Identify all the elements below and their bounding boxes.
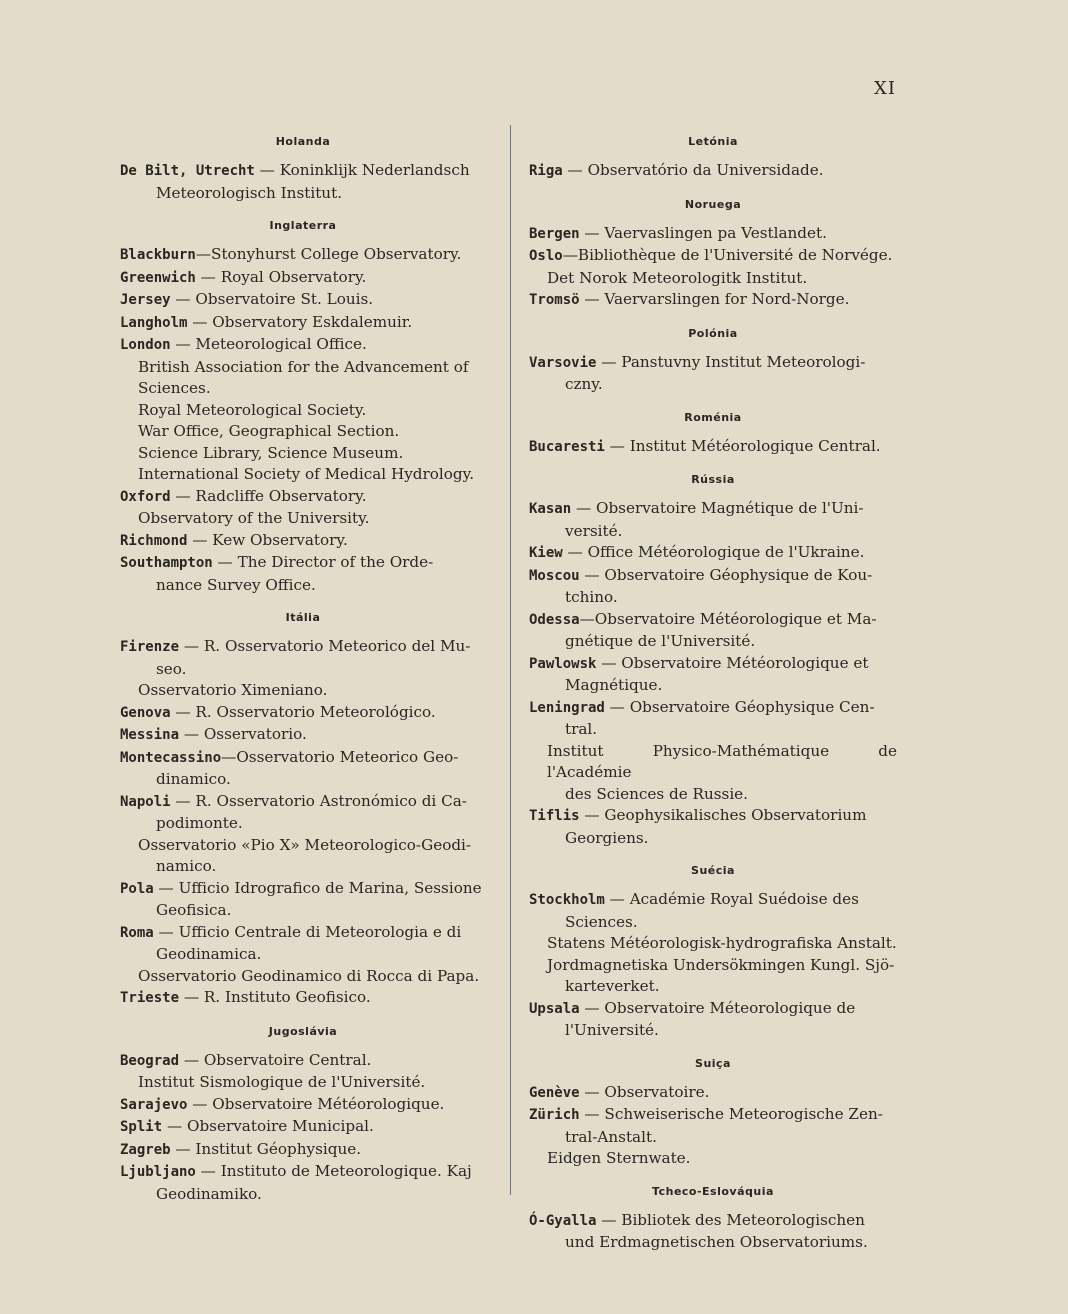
- sub-institution: Statens Météorologisk-hydrografiska Anstalt.: [547, 934, 897, 952]
- entry-line: [529, 653, 897, 676]
- institution-name: Observatoire Magnétique de l'Uni-: [596, 499, 864, 517]
- entry-separator: —: [153, 922, 179, 941]
- entry-separator: —: [170, 702, 196, 721]
- country-heading: Roménia: [684, 410, 742, 424]
- entry-separator: —: [187, 312, 213, 331]
- entry-separator: —: [187, 1094, 213, 1113]
- entry-separator: —: [195, 245, 212, 263]
- entry-separator: —: [579, 223, 605, 242]
- institution-name: Ufficio Idrografico de Marina, Sessione: [178, 878, 482, 897]
- entry-continuation: seo.: [156, 659, 187, 678]
- country-section: [529, 1057, 897, 1170]
- institution-name: Stonyhurst College Observatory.: [211, 245, 462, 263]
- entry-separator: —: [179, 725, 204, 743]
- institution-name: Bibliotek des Meteorologischen: [621, 1210, 865, 1229]
- entry-line: [529, 889, 897, 912]
- entry-line: [529, 805, 897, 828]
- section-gap: [529, 1170, 897, 1180]
- institution-name: Observatoire Géophysique Cen-: [629, 697, 875, 716]
- country-heading: Jugoslávia: [268, 1024, 338, 1038]
- country-heading: Holanda: [275, 135, 331, 148]
- entry-line: [120, 1139, 486, 1162]
- entry-line: [120, 244, 486, 267]
- entry-separator: —: [179, 637, 204, 655]
- entry-continuation: versité.: [565, 521, 623, 540]
- entry-line: [120, 878, 486, 901]
- entry-separator: —: [579, 1082, 605, 1101]
- institution-name: Observatory Eskdalemuir.: [212, 312, 413, 331]
- section-gap: [120, 596, 486, 606]
- entry-separator: —: [571, 499, 596, 517]
- section-gap: [529, 312, 897, 322]
- entry-line: [120, 636, 486, 659]
- entry-continuation: tral.: [565, 720, 598, 738]
- entry-continuation: Meteorologisch Institut.: [156, 183, 343, 202]
- institution-name: Vaervaslingen pa Vestlandet.: [604, 223, 827, 242]
- city-name: Messina: [120, 727, 180, 743]
- city-name: Odessa: [529, 611, 580, 628]
- institution-name: Panstuvny Institut Meteorologi-: [621, 352, 866, 371]
- sub-institution: Osservatorio Geodinamico di Rocca di Papa.: [138, 966, 480, 985]
- entry-line: [120, 1050, 486, 1073]
- entry-line: [120, 702, 486, 725]
- city-name: Jersey: [120, 292, 171, 308]
- country-section: [529, 135, 897, 183]
- entry-line: [529, 542, 897, 565]
- country-heading: Polónia: [688, 326, 738, 340]
- institution-name: Observatoire.: [604, 1082, 710, 1101]
- country-section: [120, 611, 486, 1010]
- entry-continuation: Geodinamica.: [156, 945, 262, 963]
- country-section: [529, 1185, 897, 1254]
- entry-continuation: Geodinamiko.: [156, 1184, 262, 1203]
- entry-line: [120, 289, 486, 312]
- sub-institution: Osservatorio «Pio X» Meteorologico-Geodi-: [138, 835, 472, 854]
- entry-separator: —: [212, 553, 238, 571]
- right-column: [529, 130, 897, 1254]
- entry-separator: —: [579, 1105, 605, 1123]
- sub-institution: Science Library, Science Museum.: [138, 443, 404, 462]
- entry-separator: —: [187, 530, 213, 549]
- city-name: Leningrad: [529, 699, 605, 716]
- entry-line: [529, 1210, 897, 1233]
- country-heading: Rússia: [691, 473, 735, 486]
- entry-separator: —: [254, 161, 280, 179]
- city-name: Kasan: [529, 501, 572, 517]
- entry-line: [529, 245, 897, 268]
- city-name: Sarajevo: [120, 1096, 188, 1113]
- institution-name: Radcliffe Observatory.: [195, 486, 367, 505]
- entry-line: [120, 552, 486, 575]
- institution-name: Observatório da Universidade.: [587, 161, 824, 179]
- entry-continuation: Geofisica.: [156, 901, 232, 919]
- city-name: De Bilt, Utrecht: [120, 163, 255, 179]
- city-name: Tiflis: [529, 808, 580, 824]
- entry-line: [120, 987, 486, 1010]
- entry-separator: —: [195, 267, 221, 286]
- institution-name: Koninklijk Nederlandsch: [279, 161, 470, 179]
- country-heading: Noruega: [684, 197, 742, 211]
- city-name: Pola: [120, 880, 154, 897]
- institution-name: Ufficio Centrale di Meteorologia e di: [178, 922, 462, 941]
- institution-name: Vaervarslingen for Nord-Norge.: [604, 290, 850, 308]
- city-name: Oxford: [120, 488, 171, 505]
- institution-name: Observatoire Météorologique et Ma-: [594, 609, 877, 628]
- country-heading: Suiça: [695, 1056, 731, 1070]
- city-name: Genève: [529, 1084, 580, 1101]
- institution-name: R. Osservatorio Meteorico del Mu-: [203, 637, 471, 655]
- section-gap: [529, 396, 897, 406]
- country-section: [529, 473, 897, 849]
- city-name: Kiew: [529, 545, 563, 561]
- section-gap: [529, 183, 897, 193]
- entry-continuation: Magnétique.: [565, 676, 663, 694]
- sub-institution: Osservatorio Ximeniano.: [138, 681, 328, 699]
- sub-institution: War Office, Geographical Section.: [138, 422, 400, 440]
- city-name: Richmond: [120, 532, 188, 549]
- sub-institution: namico.: [156, 857, 217, 875]
- city-name: Ljubljano: [120, 1164, 196, 1180]
- sub-institution: karteverket.: [565, 977, 660, 995]
- entry-continuation: tral-Anstalt.: [565, 1127, 657, 1146]
- country-heading: Letónia: [688, 135, 738, 148]
- entry-line: [120, 747, 486, 770]
- entry-line: [529, 160, 897, 183]
- institution-name: Office Météorologique de l'Ukraine.: [587, 543, 865, 561]
- entry-continuation: czny.: [565, 375, 603, 393]
- entry-separator: —: [170, 335, 196, 353]
- country-section: [120, 135, 486, 204]
- entry-continuation: podimonte.: [156, 814, 243, 832]
- entry-separator: —: [562, 543, 588, 561]
- entry-continuation: Sciences.: [565, 912, 638, 931]
- entry-line: [120, 334, 486, 357]
- entry-separator: —: [562, 246, 578, 264]
- entry-line: [529, 697, 897, 720]
- entry-line: [120, 922, 486, 945]
- institution-name: Observatoire Municipal.: [187, 1117, 374, 1135]
- country-section: [529, 864, 897, 1042]
- institution-name: Meteorological Office.: [195, 335, 367, 353]
- country-heading: Inglaterra: [269, 219, 337, 232]
- entry-separator: —: [162, 1117, 187, 1135]
- entry-line: [529, 998, 897, 1021]
- country-heading: Tcheco-Eslováquia: [652, 1184, 774, 1198]
- city-name: Roma: [120, 924, 154, 941]
- country-section: [529, 327, 897, 396]
- page-number: XI: [874, 78, 896, 99]
- entry-line: [120, 1161, 486, 1184]
- entry-separator: —: [579, 290, 605, 308]
- sub-institution: British Association for the Advancement of: [138, 357, 469, 376]
- entry-separator: —: [596, 653, 622, 672]
- entry-separator: —: [179, 1050, 204, 1069]
- country-section: [529, 198, 897, 312]
- entry-separator: —: [562, 161, 588, 179]
- city-name: Firenze: [120, 639, 180, 655]
- entry-separator: —: [179, 988, 204, 1006]
- section-gap: [529, 458, 897, 468]
- left-column: [120, 130, 486, 1205]
- institution-name: Académie Royal Suédoise des: [629, 890, 859, 908]
- city-name: Langholm: [120, 314, 188, 331]
- city-name: Beograd: [120, 1052, 180, 1069]
- entry-separator: —: [170, 290, 196, 308]
- institution-name: R. Osservatorio Meteorológico.: [195, 702, 436, 721]
- city-name: Zagreb: [120, 1141, 171, 1158]
- institution-name: Osservatorio Meteorico Geo-: [236, 747, 459, 766]
- city-name: London: [120, 337, 171, 353]
- sub-institution: Sciences.: [138, 379, 211, 397]
- entry-continuation: tchino.: [565, 588, 618, 606]
- sub-institution: Observatory of the University.: [138, 509, 370, 527]
- entry-separator: —: [153, 878, 179, 897]
- institution-name: Observatoire Méteorologique de: [604, 998, 856, 1017]
- entry-continuation: gnétique de l'Université.: [565, 632, 756, 650]
- city-name: Moscou: [529, 567, 580, 584]
- entry-separator: —: [604, 697, 630, 716]
- entry-separator: —: [604, 436, 630, 455]
- entry-line: [529, 352, 897, 375]
- entry-line: [120, 791, 486, 814]
- entry-line: [120, 267, 486, 290]
- city-name: Ó-Gyalla: [529, 1212, 597, 1229]
- sub-institution: Eidgen Sternwate.: [547, 1149, 691, 1167]
- city-name: Split: [120, 1119, 163, 1135]
- section-gap: [529, 849, 897, 859]
- entry-separator: —: [579, 998, 605, 1017]
- institution-name: Institut Géophysique.: [195, 1139, 362, 1158]
- entry-separator: —: [579, 565, 605, 584]
- entry-line: [120, 1094, 486, 1117]
- city-name: Trieste: [120, 990, 180, 1006]
- entry-continuation: und Erdmagnetischen Observatoriums.: [565, 1233, 868, 1251]
- entry-separator: —: [170, 486, 196, 505]
- entry-continuation: nance Survey Office.: [156, 575, 316, 594]
- institution-name: R. Osservatorio Astronómico di Ca-: [195, 791, 467, 810]
- institution-name: The Director of the Orde-: [237, 553, 434, 571]
- institution-name: Bibliothèque de l'Université de Norvége.: [577, 246, 893, 264]
- institution-name: Kew Observatory.: [212, 530, 348, 549]
- country-heading: Itália: [285, 611, 321, 624]
- section-gap: [120, 204, 486, 214]
- institution-name: Osservatorio.: [203, 725, 307, 743]
- entry-line: [120, 724, 486, 747]
- city-name: Southampton: [120, 555, 213, 571]
- entry-separator: —: [221, 747, 237, 766]
- entry-separator: —: [596, 1210, 622, 1229]
- entry-line: [529, 1082, 897, 1105]
- entry-line: [529, 609, 897, 632]
- entry-separator: —: [604, 890, 630, 908]
- city-name: Tromsö: [529, 292, 580, 308]
- sub-institution: Institut Sismologique de l'Université.: [138, 1073, 426, 1091]
- city-name: Upsala: [529, 1000, 580, 1017]
- section-gap: [120, 1010, 486, 1020]
- section-gap: [529, 1042, 897, 1052]
- city-name: Bergen: [529, 225, 580, 242]
- entry-line: [120, 1116, 486, 1139]
- entry-continuation: Georgiens.: [565, 828, 649, 847]
- city-name: Bucaresti: [529, 438, 605, 455]
- institution-name: R. Instituto Geofisico.: [203, 988, 371, 1006]
- sub-institution: Institut Physico-Mathématique de l'Académie: [547, 741, 897, 781]
- country-heading: Suécia: [691, 864, 735, 877]
- entry-continuation: l'Université.: [565, 1021, 659, 1039]
- entry-line: [120, 486, 486, 509]
- sub-institution: Jordmagnetiska Undersökmingen Kungl. Sjö-: [547, 955, 895, 974]
- entry-line: [120, 312, 486, 335]
- entry-line: [529, 498, 897, 521]
- entry-line: [120, 530, 486, 553]
- city-name: Varsovie: [529, 354, 597, 371]
- country-section: [529, 411, 897, 459]
- country-section: [120, 219, 486, 596]
- entry-continuation: dinamico.: [156, 770, 231, 788]
- city-name: Greenwich: [120, 269, 196, 286]
- entry-line: [120, 160, 486, 183]
- entry-separator: —: [170, 791, 196, 810]
- city-name: Pawlowsk: [529, 655, 597, 672]
- entry-line: [529, 565, 897, 588]
- institution-name: Schweiserische Meteorogische Zen-: [604, 1105, 883, 1123]
- entry-line: [529, 289, 897, 312]
- institution-name: Observatoire St. Louis.: [195, 290, 374, 308]
- institution-name: Geophysikalisches Observatorium: [604, 806, 867, 824]
- entry-separator: —: [596, 352, 622, 371]
- city-name: Montecassino: [120, 749, 222, 766]
- city-name: Napoli: [120, 793, 171, 810]
- city-name: Genova: [120, 704, 171, 721]
- sub-institution: des Sciences de Russie.: [565, 784, 748, 803]
- institution-name: Institut Météorologique Central.: [629, 436, 881, 455]
- entry-separator: —: [579, 609, 595, 628]
- city-name: Zürich: [529, 1107, 580, 1123]
- city-name: Riga: [529, 163, 563, 179]
- sub-institution: Det Norok Meteorologitk Institut.: [547, 268, 808, 287]
- entry-line: [529, 223, 897, 246]
- city-name: Stockholm: [529, 892, 605, 908]
- entry-separator: —: [195, 1162, 221, 1180]
- sub-institution: International Society of Medical Hydrology.: [138, 465, 475, 483]
- entry-separator: —: [579, 806, 605, 824]
- country-section: [120, 1025, 486, 1206]
- sub-institution: Royal Meteorological Society.: [138, 400, 367, 419]
- entry-line: [529, 1104, 897, 1127]
- institution-name: Instituto de Meteorologique. Kaj: [220, 1162, 472, 1180]
- entry-line: [529, 436, 897, 459]
- institution-name: Observatoire Météorologique.: [212, 1094, 445, 1113]
- institution-name: Royal Observatory.: [220, 267, 367, 286]
- column-divider: [510, 125, 511, 1195]
- city-name: Blackburn: [120, 247, 196, 263]
- institution-name: Observatoire Central.: [203, 1050, 372, 1069]
- entry-separator: —: [170, 1139, 196, 1158]
- institution-name: Observatoire Géophysique de Kou-: [604, 565, 873, 584]
- city-name: Oslo: [529, 248, 563, 264]
- institution-name: Observatoire Météorologique et: [621, 653, 869, 672]
